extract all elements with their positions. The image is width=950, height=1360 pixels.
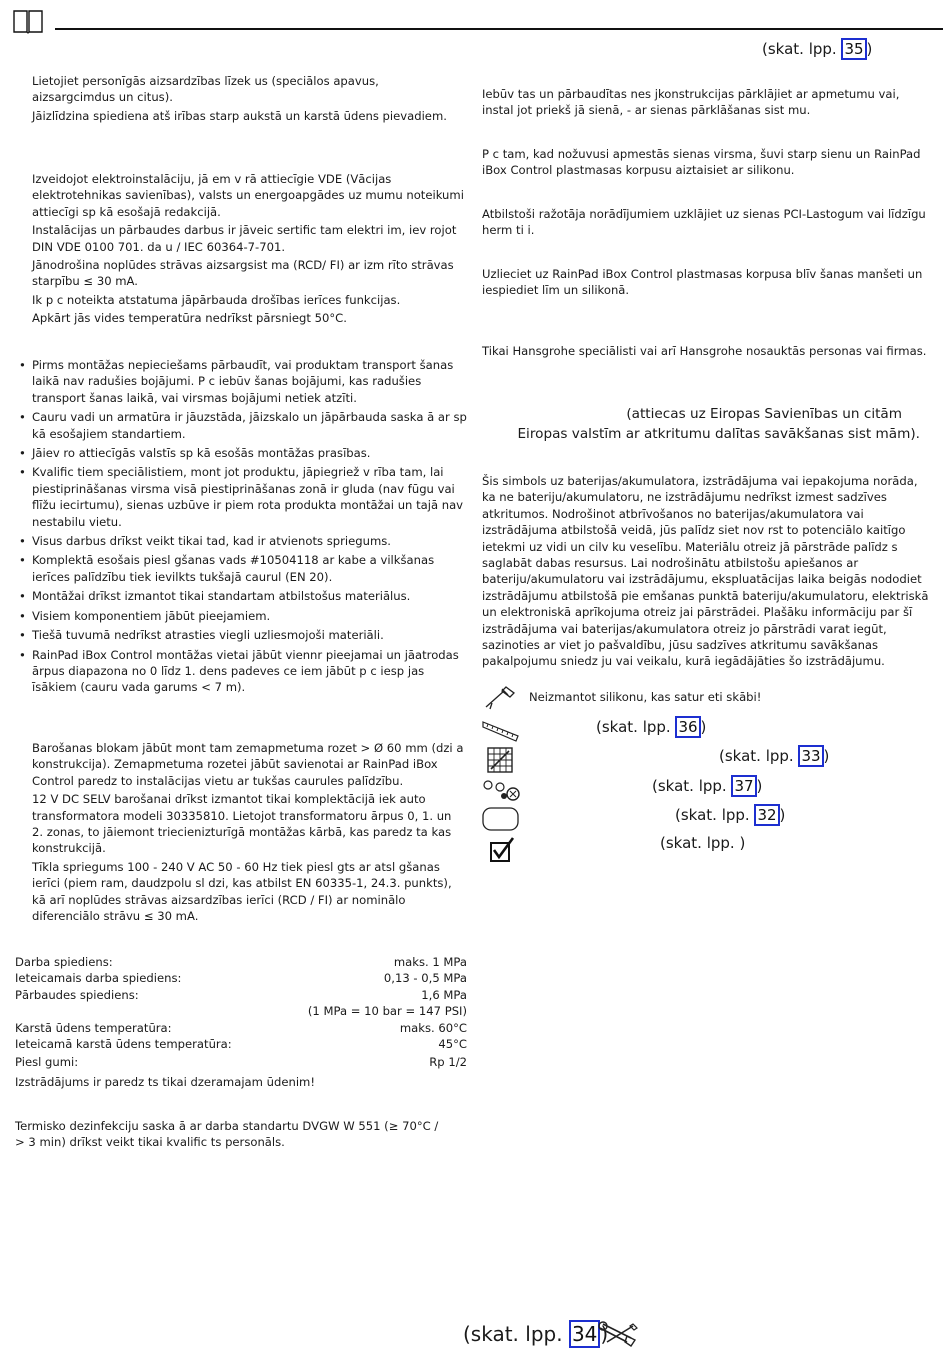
ref-33: [719, 745, 829, 767]
assembly-text: P c tam, kad nožuvusi apmestās sienas virsma, šuvi starp sienu un RainPad iBox Control plastmasas korpusu aiztaisiet ar silikonu.: [482, 147, 921, 178]
ref-suffix: ): [739, 834, 746, 852]
ruler-icon: [482, 716, 518, 742]
list-item: • Pirms montāžas nepieciešams pārbaudīt, vai produktam transport šanas laikā nav radušies bojājumi. P c iebūv šanas bojājumi, kas radušies transport šanas laikā, vai virsmas bojājumi netiek atzīti.: [19, 357, 469, 406]
list-item: • Montāžai drīkst izmantot tikai standartam atbilstošus materiālus.: [19, 588, 469, 604]
tech-label: Darba spiediens:: [15, 955, 113, 969]
tech-value: maks. 60°C: [399, 1020, 467, 1035]
tech-value: (1 MPa = 10 bar = 147 PSI): [307, 1004, 467, 1019]
ref-prefix: (skat. lpp.: [596, 718, 676, 736]
top-ref-suffix: ): [866, 40, 873, 58]
tech-label: Pārbaudes spiediens:: [15, 987, 139, 1002]
power-text: Tīkla spriegums 100 - 240 V AC 50 - 60 Hz tiek piesl gts ar atsl gšanas ierīci (piem ram, daudzpolu sl dzi, kas atbilst EN 60335-1, 24.3. punkts), kā arī noplūdes strāvas aizsardzības ierīci (RCD / FI) ar nominālo diferenciālo strāvu ≤ 30 mA.: [32, 859, 452, 924]
list-item: • Kvalific tiem speciālistiem, mont jot produktu, jāpiegriež v rība tam, lai piestiprināšanas virsma visā piestiprināšanas zonā ir gluda (nav fūgu vai flīžu iecirtumu), sienas uzbūve ir piem rota produkta montāžai un tajā nav nestabilu vietu.: [19, 464, 469, 530]
disinfection-note: [15, 1118, 447, 1151]
page-link[interactable]: 37: [731, 775, 756, 797]
tech-label: Ieteicamais darba spiediens:: [15, 971, 182, 986]
electrical-text: Jānodrošina noplūdes strāvas aizsargsist ma (RCD/ FI) ar izm rīto strāvas starpību ≤ 30 mA.: [32, 258, 454, 289]
electrical-text: Instalācijas un pārbaudes darbus ir jāveic sertific tam elektri im, iev rojot DIN VDE 0100 701. da u / IEC 60364-7-701.: [32, 223, 457, 254]
tech-row: [15, 954, 467, 970]
drinking-water-note: Izstrādājums ir paredz ts tikai dzeramajam ūdenim!: [15, 1074, 315, 1089]
safety-section: [32, 73, 462, 126]
power-text: Barošanas blokam jābūt mont tam zemapmetuma rozet > Ø 60 mm (dzi a konstrukcija). Zemapmetuma rozetei jābūt savienotai ar RainPad iBox Control paredz to instalācijas vietu ar tukšas caurules palīdzību.: [32, 741, 464, 788]
ref-prefix: (skat. lpp.: [719, 747, 799, 765]
list-item: • Tiešā tuvumā nedrīkst atrasties viegli uzliesmojoši materiāli.: [19, 627, 469, 643]
ref-37: [652, 775, 762, 797]
rounded-box-icon: [482, 806, 520, 832]
top-ref-page-link[interactable]: 35: [841, 38, 866, 60]
recycling-text: Šis simbols uz baterijas/akumulatora, izstrādājuma vai iepakojuma norāda, ka ne bateriju/akumulatoru, ne izstrādājumu nedrīkst izmest sadzīves atkritumos. Nodrošinot atbrīvošanos no baterijas/akumulatora vai izstrādājuma atbilstošā veidā, jūs palīdz siet nov rst to potenciālo kaitīgo ietekmi uz vidi un cilv ku veselību. Materiālu otreiz jā pārstrāde palīdz s saglabāt dabas resursus. Lai nodrošinātu atbilstošu apiešanos ar bateriju/akumulatoru vai izstrādājumu, ekspluatācijas laika beigās nododiet izstrādājumu atbilstošā pie emšanas punktā bateriju/akumulatoru, elektriskā un elektroniskā aprīkojuma otreiz jai pārstrādei. Plašāku informāciju par šī izstrādājuma vai baterijas/akumulatora otreiz jo pārstrādi varat iegūt, sazinoties ar viet jo pašvaldību, jūsu sadzīves atkritumu savākšanas pakalpojumu sniedz ju vai veikalu, kurā iegādājāties šo izstrādājumu.: [482, 474, 929, 669]
page-link[interactable]: 32: [754, 804, 779, 826]
book-icon: [12, 8, 44, 34]
page-link[interactable]: 33: [798, 745, 823, 767]
right-paragraph: [482, 266, 930, 299]
tool-text: Neizmantot silikonu, kas satur eti skābi!: [529, 689, 762, 704]
tech-value: 45°C: [438, 1037, 467, 1052]
footer-page-ref: [463, 1320, 608, 1348]
tech-row: [15, 1020, 467, 1036]
right-paragraph: [482, 146, 930, 179]
power-text: 12 V DC SELV barošanai drīkst izmantot tikai komplektācijā iek auto transformatora modeli 30335810. Lietojot transformatoru ārpus 0, 1. un 2. zonas, to jāiemont triecienizturīgā montāžas kārbā, kas paredz ta kas konstrukcijā.: [32, 792, 452, 856]
tech-row: [15, 1036, 467, 1052]
footer-ref-prefix: (skat. lpp.: [463, 1322, 569, 1346]
tech-value: 0,13 - 0,5 MPa: [383, 971, 467, 986]
tech-row: [15, 970, 467, 986]
top-ref-prefix: (skat. lpp.: [762, 40, 842, 58]
ref-suffix: ): [779, 806, 786, 824]
tech-value: maks. 1 MPa: [393, 955, 467, 969]
ref-36: [596, 716, 706, 738]
ref-blank: [660, 833, 745, 853]
eu-note-line: Eiropas valstīm ar atkritumu dalītas savākšanas sist mām).: [517, 426, 920, 442]
list-item: • Jāiev ro attiecīgās valstīs sp kā esošās montāžas prasības.: [19, 445, 469, 461]
electrical-section: [32, 171, 464, 329]
tech-row: [15, 987, 467, 1003]
test-grid-icon: [486, 746, 514, 774]
electrical-text: Apkārt jās vides temperatūra nedrīkst pārsniegt 50°C.: [32, 311, 347, 326]
ref-suffix: ): [700, 718, 707, 736]
tech-row: [15, 1054, 467, 1070]
technical-data: [15, 954, 467, 1090]
list-item: • Cauru vadi un armatūra ir jāuzstāda, jāizskalo un jāpārbauda saska ā ar sp kā esošajiem standartiem.: [19, 409, 469, 442]
footer-page-link[interactable]: 34: [569, 1320, 600, 1348]
ref-prefix: (skat. lpp.: [652, 777, 732, 795]
disinfection-text: Termisko dezinfekciju saska ā ar darba standartu DVGW W 551 (≥ 70°C / > 3 min) drīkst veikt tikai kvalific ts personāls.: [15, 1119, 439, 1150]
power-supply-section: [32, 740, 464, 926]
tool-row: [482, 683, 761, 711]
list-item: • Komplektā esošais piesl gšanas vads #10504118 ar kabe a vilkšanas ierīces palīdzību tiek ievilkts tukšajā caurul (EN 20).: [19, 552, 469, 585]
assembly-text: Atbilstoši ražotāja norādījumiem uzklājiet uz sienas PCI-Lastogum vai līdzīgu herm ti i.: [482, 207, 926, 238]
safety-text: Lietojiet personīgās aizsardzības līzek us (speciālos apavus, aizsargcimdus un citus).: [32, 74, 379, 105]
electrical-text: Ik p c noteikta atstatuma jāpārbauda drošības ierīces funkcijas.: [32, 292, 401, 307]
ref-32: [675, 804, 785, 826]
assembly-text: Uzlieciet uz RainPad iBox Control plastmasas korpusa blīv šanas manšeti un iespiediet līm un silikonā.: [482, 267, 923, 298]
checkbox-icon: [489, 836, 515, 864]
ref-suffix: ): [756, 777, 763, 795]
tech-value: Rp 1/2: [429, 1055, 467, 1070]
list-item: • Visiem komponentiem jābūt pieejamiem.: [19, 608, 469, 624]
page-link[interactable]: 36: [675, 716, 700, 738]
ref-prefix: (skat. lpp.: [660, 834, 740, 852]
spare-parts-icon: [482, 777, 520, 803]
assembly-text: Iebūv tas un pārbaudītas nes jkonstrukcijas pārklājiet ar apmetumu vai, instal jot priekš jā sienā, - ar sienas pārklāšanas sist mu.: [482, 87, 900, 118]
tech-row: [15, 1003, 467, 1019]
electrical-text: Izveidojot elektroinstalāciju, jā em v rā attiecīgie VDE (Vācijas elektrotehnikas savienības), valsts un energoapgādes uz mumu noteikumi attiecīgi sp kā esošajā redakcijā.: [32, 172, 464, 219]
right-paragraph: [482, 206, 930, 239]
tech-label: Karstā ūdens temperatūra:: [15, 1020, 172, 1035]
tech-label: Piesl gumi:: [15, 1055, 79, 1070]
tech-label: Ieteicamā karstā ūdens temperatūra:: [15, 1037, 232, 1052]
silicone-gun-icon: [482, 683, 520, 711]
list-item: • Visus darbus drīkst veikt tikai tad, kad ir atvienots spriegums.: [19, 533, 469, 549]
ref-prefix: (skat. lpp.: [675, 806, 755, 824]
tech-value: 1,6 MPa: [421, 987, 467, 1002]
list-item: • RainPad iBox Control montāžas vietai jābūt viennr pieejamai un jāatrodas ārpus diapazona no 0 līdz 1. dens padeves ce iem jābūt p c iesp jas īsākiem (cauru vada garums < 7 m).: [19, 647, 469, 696]
eu-disposal-note: [482, 404, 920, 444]
eu-note-line: (attiecas uz Eiropas Savienības un citām: [626, 406, 902, 422]
installation-bullet-list: [19, 357, 469, 699]
recycling-section: [482, 473, 932, 670]
wrench-icon: [597, 1320, 639, 1348]
safety-text: Jāizlīdzina spiediena atš irības starp aukstā un karstā ūdens pievadiem.: [32, 108, 447, 123]
service-note: Tikai Hansgrohe speciālisti vai arī Hansgrohe nosauktās personas vai firmas.: [482, 344, 927, 358]
ref-suffix: ): [823, 747, 830, 765]
header-rule: [55, 28, 943, 30]
right-paragraph: [482, 86, 930, 119]
footer-ref-suffix: ): [600, 1322, 609, 1346]
right-paragraph: [482, 343, 930, 359]
top-page-ref: [762, 38, 872, 60]
